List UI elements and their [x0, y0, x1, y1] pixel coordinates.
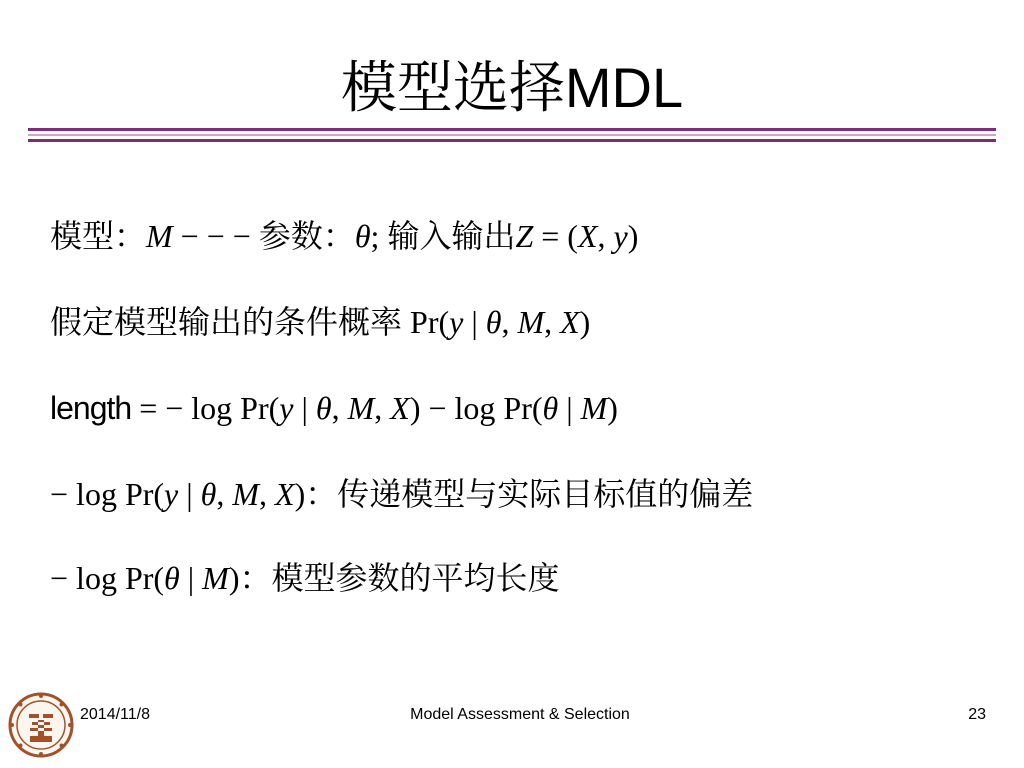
close-paren: ): [627, 218, 639, 254]
theta-symbol: θ: [354, 218, 371, 254]
y-symbol: y: [279, 390, 294, 426]
comma: ,: [501, 304, 518, 340]
dashes: − − −: [172, 218, 259, 254]
params-label: 参数：: [258, 217, 355, 255]
title-latin: MDL: [564, 56, 684, 119]
close-paren: ): [294, 476, 306, 512]
comma: ,: [597, 218, 614, 254]
given-bar: |: [463, 304, 486, 340]
cond-prob-text: 假定模型输出的条件概率: [50, 303, 403, 341]
theta-symbol: θ: [200, 476, 217, 512]
given-bar: |: [558, 390, 581, 426]
model-symbol: M: [202, 560, 229, 596]
model-symbol: M: [347, 390, 375, 426]
theta-symbol: θ: [164, 560, 180, 596]
io-label: 输入输出: [387, 217, 516, 255]
page-number: 23: [968, 706, 986, 723]
z-symbol: Z: [515, 218, 534, 254]
theta-symbol: θ: [315, 390, 332, 426]
line-model-params: [50, 214, 638, 258]
model-symbol: M: [580, 390, 608, 426]
expr-middle: ) − log Pr(: [409, 390, 543, 426]
model-symbol: M: [517, 304, 545, 340]
deviation-text: ：传递模型与实际目标值的偏差: [305, 475, 754, 513]
close-paren: ): [228, 560, 240, 596]
param-length-text: ：模型参数的平均长度: [239, 559, 560, 597]
expr-start: = − log Pr(: [131, 390, 280, 426]
expr-start: − log Pr(: [50, 476, 165, 512]
slide-title: [0, 48, 1024, 129]
expr-start: − log Pr(: [50, 560, 165, 596]
line-conditional-probability: [50, 300, 590, 344]
footer-date: 2014/11/8: [80, 706, 150, 723]
x-symbol: X: [577, 218, 598, 254]
title-rule-top: [28, 128, 996, 131]
given-bar: |: [178, 476, 201, 512]
comma: ,: [259, 476, 276, 512]
model-label: 模型：: [50, 217, 147, 255]
equals-open: = (: [533, 218, 578, 254]
line-param-length-term: [50, 556, 560, 600]
title-rule-bottom: [28, 139, 996, 142]
close-paren: ): [579, 304, 591, 340]
title-rule-middle: [28, 134, 996, 136]
line-length-formula: [50, 386, 618, 430]
line-deviation-term: [50, 472, 753, 516]
y-symbol: y: [164, 476, 179, 512]
theta-symbol: θ: [542, 390, 559, 426]
comma: ,: [544, 304, 561, 340]
university-seal-icon: [8, 692, 74, 758]
y-symbol: y: [613, 218, 628, 254]
length-word: length: [50, 390, 132, 426]
x-symbol: X: [390, 390, 410, 426]
x-symbol: X: [560, 304, 580, 340]
semicolon: ;: [370, 218, 388, 254]
x-symbol: X: [275, 476, 295, 512]
title-chinese: 模型选择: [340, 56, 565, 121]
theta-symbol: θ: [485, 304, 502, 340]
footer-course-title: Model Assessment & Selection: [410, 706, 630, 723]
comma: ,: [216, 476, 233, 512]
comma: ,: [374, 390, 391, 426]
y-symbol: y: [449, 304, 464, 340]
model-symbol: M: [232, 476, 260, 512]
model-symbol: M: [146, 218, 173, 254]
comma: ,: [331, 390, 348, 426]
given-bar: |: [179, 560, 203, 596]
given-bar: |: [293, 390, 316, 426]
pr-open: Pr(: [402, 304, 450, 340]
close-paren: ): [607, 390, 618, 426]
